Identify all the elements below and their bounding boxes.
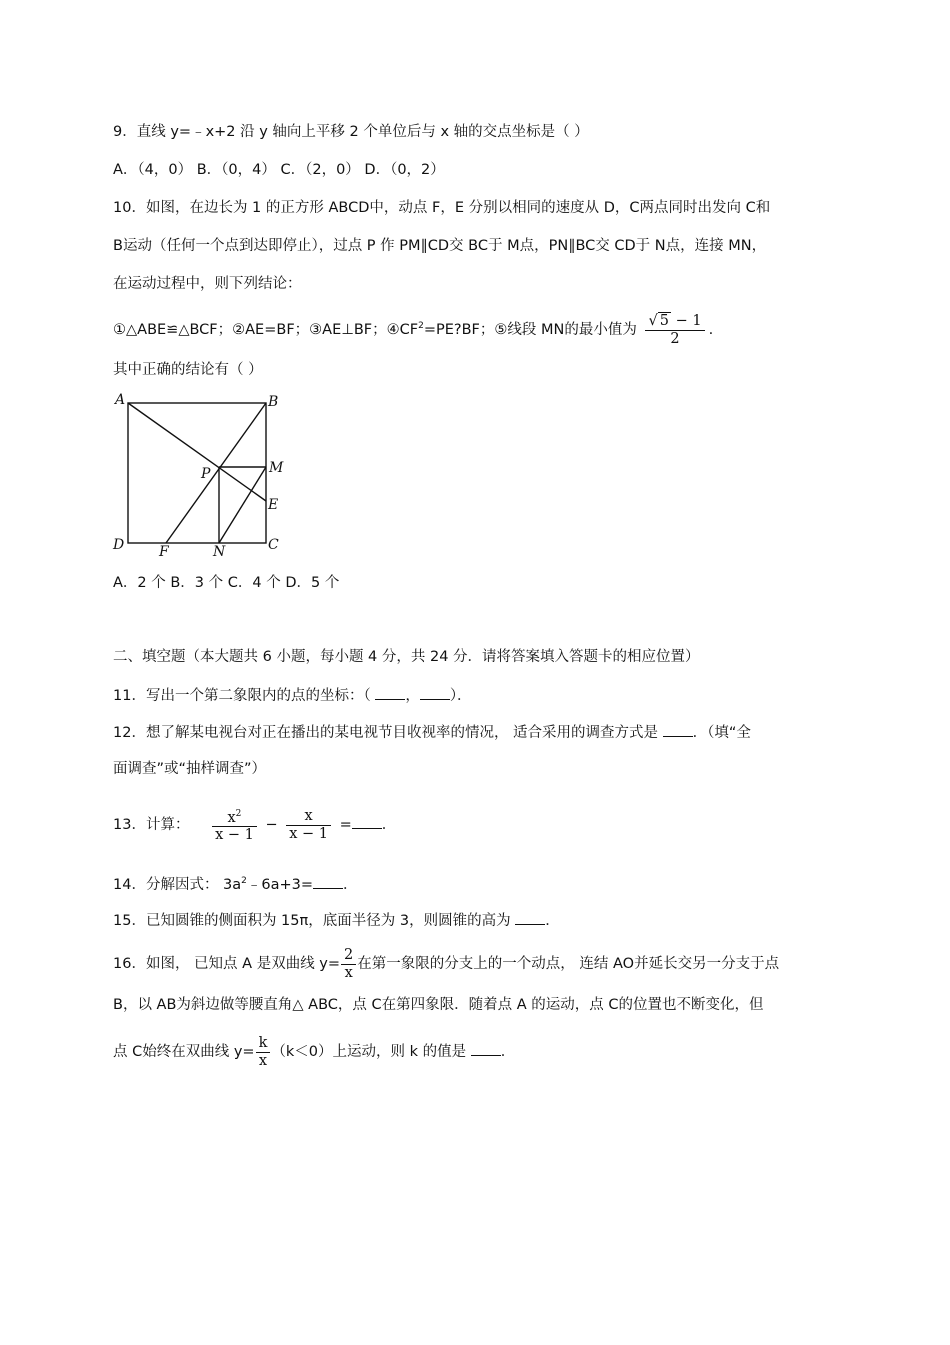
q16-line3-pre: 点 C始终在双曲线 y= <box>113 1044 255 1060</box>
q16-fraction-2 <box>256 1035 271 1070</box>
q9-stem: 9．直线 y=﹣x+2 沿 y 轴向上平移 2 个单位后与 x 轴的交点坐标是（ ） <box>113 124 589 140</box>
q10-min-value-fraction <box>645 312 704 348</box>
label-p: P <box>201 466 211 482</box>
q14 <box>113 871 358 895</box>
q14-blank[interactable] <box>313 874 343 889</box>
q16-f1-den: x <box>344 964 353 981</box>
q16-f2-den: x <box>258 1052 268 1069</box>
label-f: F <box>159 544 169 560</box>
q13-f1-den: x − 1 <box>215 827 254 844</box>
q13-post: ． <box>381 817 397 833</box>
q16-line2: B，以 AB为斜边做等腰直角△ ABC，点 C在第四象限．随着点 A 的运动，点 C的位置也不断变化，但 <box>113 997 764 1013</box>
q10-line5: 其中正确的结论有（ ） <box>113 362 263 378</box>
q15 <box>113 910 560 931</box>
q12-line1 <box>113 722 751 743</box>
q10-line1: 10．如图，在边长为 1 的正方形 ABCD中，动点 F，E 分别以相同的速度从 D，C两点同时出发向 C和 <box>113 200 771 216</box>
segment-mn <box>219 467 266 543</box>
q11-mid: ， <box>405 688 420 704</box>
q11-post: ）． <box>449 688 472 704</box>
q13-eq: = <box>339 817 352 833</box>
q10-line4-sup: 2 <box>418 321 424 331</box>
label-e: E <box>268 497 279 513</box>
sqrt-symbol: √ <box>648 312 658 329</box>
q12-line1-post: ．（填“全 <box>692 725 751 741</box>
segment-bf <box>166 403 266 543</box>
q16-f1-num: 2 <box>341 947 356 965</box>
section2-heading: 二、填空题（本大题共 6 小题，每小题 4 分，共 24 分．请将答案填入答题卡的相应位置） <box>113 649 700 665</box>
label-c: C <box>268 537 279 553</box>
q13-fraction-1 <box>212 806 257 845</box>
q10-options: A．2 个 B．3 个 C．4 个 D．5 个 <box>113 575 340 591</box>
square-abcd <box>128 403 266 543</box>
square-figure <box>108 388 308 563</box>
q11-blank-x[interactable] <box>375 685 405 700</box>
q11 <box>113 685 472 706</box>
q13 <box>113 802 396 848</box>
q12-line2: 面调查”或“抽样调查”） <box>113 761 267 777</box>
q16-line3-post: （k＜0）上运动，则 k 的值是 <box>271 1044 471 1060</box>
q9-options: A．（4，0） B．（0，4） C．（2，0） D．（0，2） <box>113 162 445 178</box>
q13-f1-num-sup: 2 <box>235 808 242 819</box>
q11-pre: 11．写出一个第二象限内的点的坐标：（ <box>113 688 376 704</box>
q10-line3: 在运动过程中，则下列结论： <box>113 276 302 292</box>
q16-line1 <box>113 942 779 986</box>
q10-line4-text2: =PE?BF；⑤线段 MN的最小值为 <box>423 321 637 338</box>
q14-sup: 2 <box>241 876 247 886</box>
q15-post: ． <box>545 913 560 929</box>
q16-fraction-1 <box>341 947 356 982</box>
q16-line3 <box>113 1030 515 1074</box>
q16-f2-num: k <box>256 1035 271 1053</box>
q12-line1-pre: 12．想了解某电视台对正在播出的某电视节目收视率的情况， 适合采用的调查方式是 <box>113 725 663 741</box>
q15-blank[interactable] <box>515 910 545 925</box>
label-d: D <box>113 537 125 553</box>
q13-minus: − <box>265 817 278 833</box>
label-m: M <box>269 460 284 476</box>
q13-f2-num: x <box>286 808 331 826</box>
label-b: B <box>268 394 279 410</box>
q12-blank[interactable] <box>663 722 693 737</box>
label-n: N <box>213 544 226 560</box>
q16-blank[interactable] <box>471 1041 501 1056</box>
q13-f1-num: x <box>227 809 236 826</box>
q15-pre: 15．已知圆锥的侧面积为 15π，底面半径为 3，则圆锥的高为 <box>113 913 516 929</box>
q16-line1-pre: 16．如图， 已知点 A 是双曲线 y= <box>113 956 341 972</box>
q16-line3-end: ． <box>500 1044 516 1060</box>
q11-blank-y[interactable] <box>420 685 450 700</box>
q13-pre: 13．计算： <box>113 817 190 833</box>
q10-frac-root: 5 <box>659 312 669 329</box>
q10-frac-num-rest: − 1 <box>670 312 702 329</box>
label-a: A <box>115 392 126 408</box>
q13-f2-den: x − 1 <box>289 825 328 842</box>
q13-fraction-2 <box>286 808 331 843</box>
q14-pre: 14．分解因式： 3a <box>113 876 242 893</box>
segment-ae <box>128 403 266 501</box>
q10-line4-end: . <box>708 321 714 338</box>
q13-blank[interactable] <box>352 814 382 829</box>
q10-line4-text: ①△ABE≌△BCF；②AE=BF；③AE⊥BF；④CF <box>113 321 419 338</box>
q10-frac-den: 2 <box>670 330 680 347</box>
q14-mid: ﹣6a+3= <box>246 876 314 893</box>
q10-line2: B运动（任何一个点到达即停止），过点 P 作 PM∥CD交 BC于 M点，PN∥BC交 CD于 N点，连接 MN， <box>113 238 767 254</box>
q10-conclusions <box>113 306 713 350</box>
q16-line1-post: 在第一象限的分支上的一个动点， 连结 AO并延长交另一分支于点 <box>357 956 780 972</box>
q14-post: ． <box>343 876 358 893</box>
